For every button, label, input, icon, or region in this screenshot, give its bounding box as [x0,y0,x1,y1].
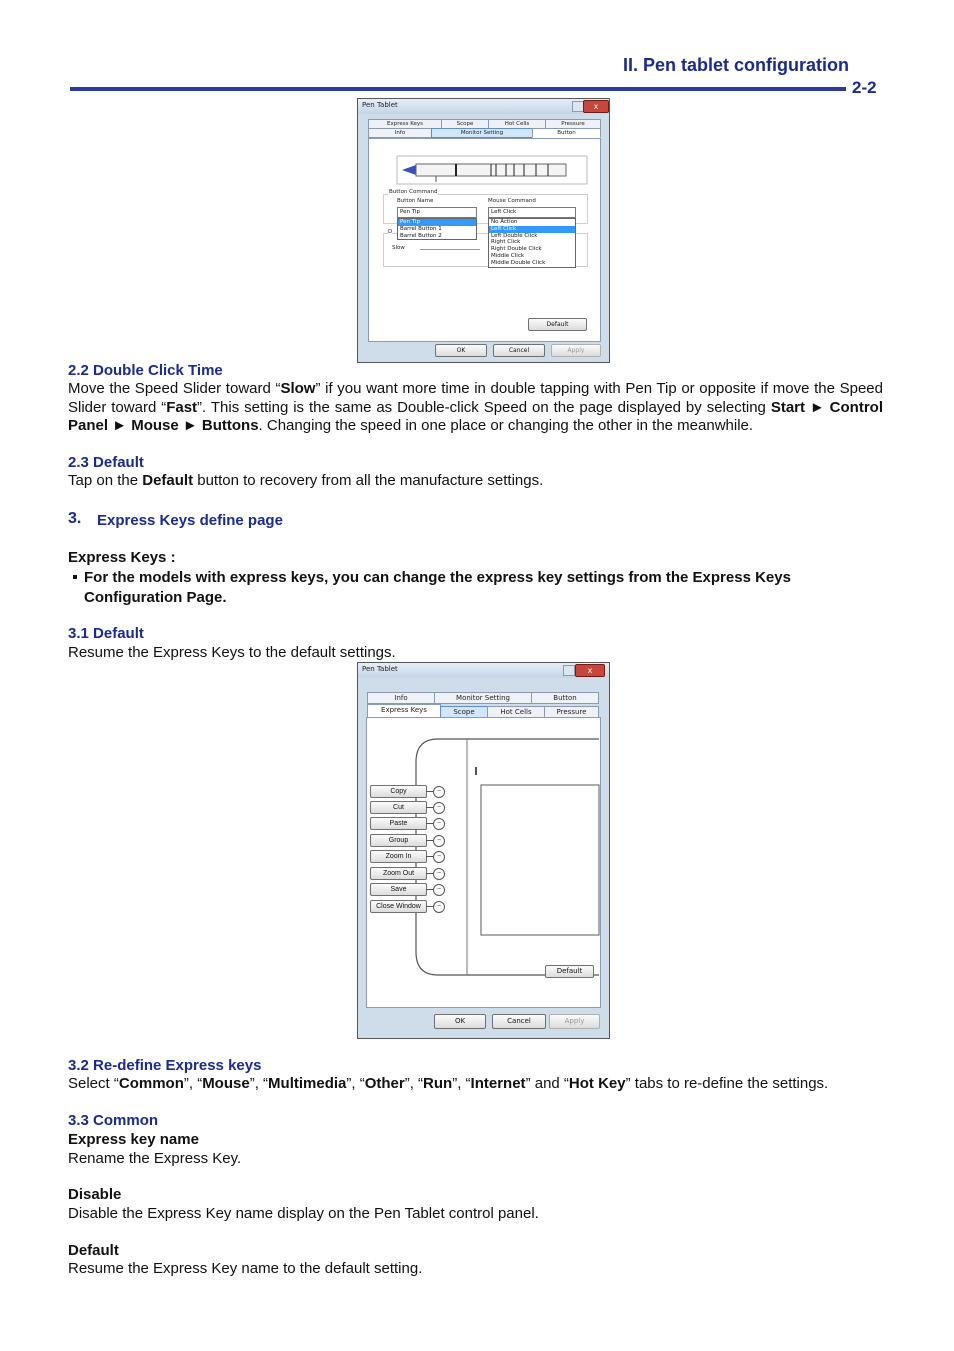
bullet-icon [73,575,77,579]
key-connector [426,823,433,824]
item-text: Rename the Express Key. [68,1150,242,1167]
item-title: Default [68,1242,119,1259]
list-item[interactable]: Pen Tip [398,219,476,226]
express-key-close-window[interactable]: Close Window [370,900,427,913]
list-item[interactable]: No Action [491,219,518,225]
button-name-label: Button Name [397,198,434,204]
double-click-label: D [388,229,393,235]
key-circle-icon: − [433,786,445,798]
tab-info[interactable]: Info [368,128,432,138]
cancel-button[interactable]: Cancel [493,344,545,357]
list-item[interactable]: Barrel Button 2 [400,232,442,239]
slow-label: Slow [392,245,405,251]
key-connector [426,873,433,874]
express-key-copy[interactable]: Copy [370,785,427,798]
section-paragraph: Resume the Express Keys to the default settings. [68,644,396,661]
tab-scope[interactable]: Scope [440,706,488,718]
list-item[interactable]: Middle Click [491,252,525,259]
mouse-command-label: Mouse Command [488,198,536,204]
express-key-zoom-out[interactable]: Zoom Out [370,867,427,880]
tab-express-keys[interactable]: Express Keys [367,704,441,718]
button-command-label: Button Command [389,189,438,195]
apply-button[interactable]: Apply [551,344,601,357]
sub-label: Express Keys : [68,549,176,566]
dialog-title: Pen Tablet [362,665,398,673]
express-key-cut[interactable]: Cut [370,801,427,814]
pen-illustration [396,155,588,185]
key-connector [426,856,433,857]
section-number: 3. [68,510,82,527]
tab-pressure[interactable]: Pressure [544,706,599,718]
mouse-command-select[interactable]: Left Click [488,207,576,218]
key-circle-icon: − [433,835,445,847]
express-key-group[interactable]: Group [370,834,427,847]
list-item[interactable]: Middle Double Click [491,259,546,266]
pen-tablet-dialog-button [357,98,610,363]
tab-monitor-setting[interactable]: Monitor Setting [431,128,533,138]
tab-button[interactable]: Button [532,128,601,138]
section-heading: 2.2 Double Click Time [68,362,223,379]
express-key-paste[interactable]: Paste [370,817,427,830]
default-button[interactable]: Default [528,318,587,331]
tab-hot-cells[interactable]: Hot Cells [487,706,545,718]
list-item[interactable]: Left Double Click [491,232,538,239]
key-connector [426,807,433,808]
bullet-text: For the models with express keys, you can change the express key settings from the Express Keys Configuration Page. [84,569,791,606]
minimize-icon[interactable] [563,665,575,676]
cancel-button[interactable]: Cancel [492,1014,546,1029]
item-text: Disable the Express Key name display on the Pen Tablet control panel. [68,1205,539,1222]
tab-info[interactable]: Info [367,692,435,704]
express-key-zoom-in[interactable]: Zoom In [370,850,427,863]
section-paragraph: Tap on the Default button to recovery from all the manufacture settings. [68,472,544,489]
section-paragraph: Move the Speed Slider toward “Slow” if you want more time in double tapping with Pen Tip or opposite if move the Speed Slider toward “Fast”. This setting is the same as Double-click Speed on the page displayed by selecting Start ► Control Panel ► Mouse ► Buttons. Changing the speed in one place or changing the other in the meanwhile. [68,380,883,434]
list-item[interactable]: Right Double Click [491,246,542,253]
list-item[interactable]: Left Click [489,226,575,233]
item-title: Express key name [68,1131,199,1148]
default-button[interactable]: Default [545,965,594,978]
header-rule [70,87,846,91]
button-name-list[interactable] [397,218,477,240]
close-icon[interactable]: x [575,664,605,677]
tab-hot-cells[interactable]: Hot Cells [488,119,546,129]
key-connector [426,840,433,841]
tab-scope[interactable]: Scope [441,119,489,129]
tab-monitor-setting[interactable]: Monitor Setting [434,692,532,704]
tab-express-keys[interactable]: Express Keys [368,119,442,129]
section-heading: 3.1 Default [68,625,144,642]
key-circle-icon: − [433,802,445,814]
ok-button[interactable]: OK [434,1014,486,1029]
key-circle-icon: − [433,818,445,830]
section-heading: Express Keys define page [97,512,283,529]
key-connector [426,889,433,890]
key-connector [426,791,433,792]
key-circle-icon: − [433,868,445,880]
key-circle-icon: − [433,901,445,913]
page-number: 2-2 [852,78,877,97]
section-heading: 3.3 Common [68,1112,159,1129]
tab-button[interactable]: Button [531,692,599,704]
tab-pressure[interactable]: Pressure [545,119,601,129]
button-name-select[interactable]: Pen Tip [397,207,477,218]
speed-slider[interactable] [420,249,480,250]
express-key-save[interactable]: Save [370,883,427,896]
mouse-command-list[interactable] [488,218,576,268]
ok-button[interactable]: OK [435,344,487,357]
item-text: Resume the Express Key name to the default setting. [68,1260,423,1277]
section-heading: 2.3 Default [68,454,144,471]
page-header-title: II. Pen tablet configuration [622,55,849,75]
apply-button[interactable]: Apply [549,1014,600,1029]
close-icon[interactable]: x [583,100,609,113]
item-title: Disable [68,1186,122,1203]
section-heading: 3.2 Re-define Express keys [68,1057,262,1074]
list-item[interactable]: Barrel Button 1 [400,225,442,232]
list-item[interactable]: Right Click [491,239,521,246]
section-paragraph: Select “Common”, “Mouse”, “Multimedia”, “Other”, “Run”, “Internet” and “Hot Key” tabs to re-define the settings. [68,1075,829,1092]
key-circle-icon: − [433,851,445,863]
key-circle-icon: − [433,884,445,896]
key-connector [426,906,433,907]
dialog-title: Pen Tablet [362,101,398,109]
